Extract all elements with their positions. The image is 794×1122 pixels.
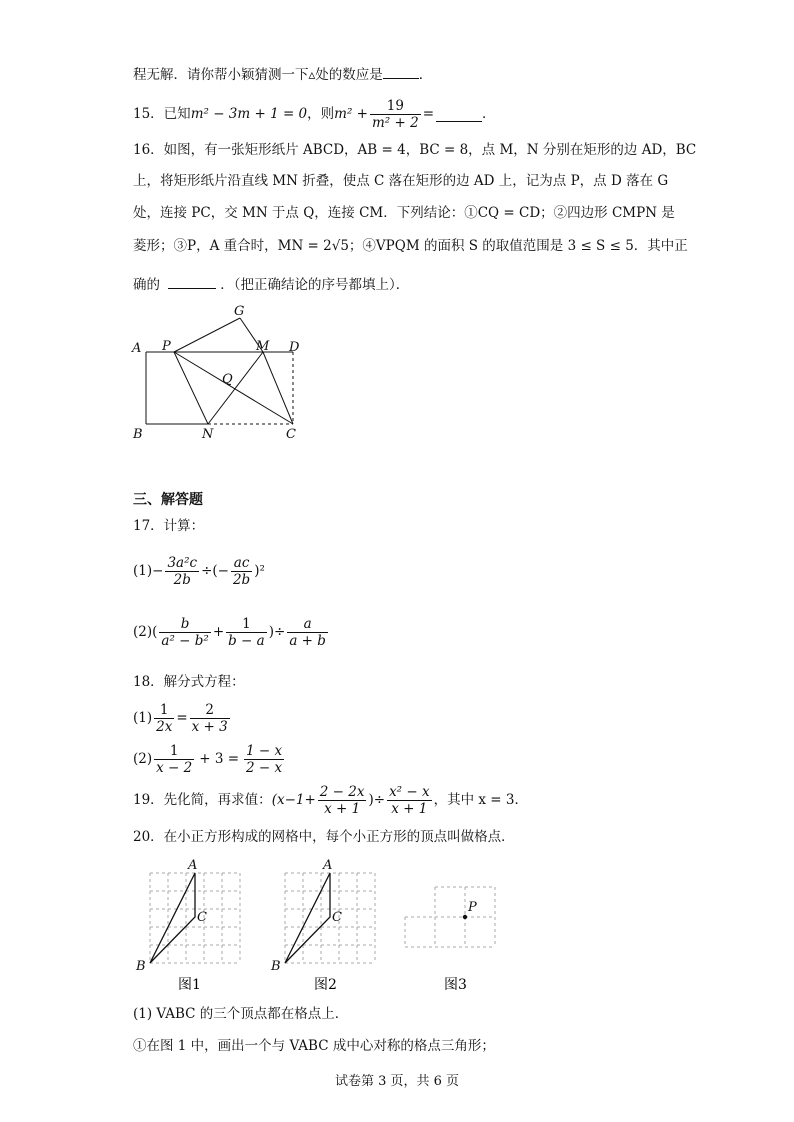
q15-equation: m² − 3m + 1 = 0 [190,106,308,122]
q16-line-2: 上，将矩形纸片沿直线 MN 折叠，使点 C 落在矩形的边 AD 上，记为点 P，点 D 落在 G [133,173,669,189]
q18-part-1: (1) $\frac{1}{2x}$ = $\frac{2}{x + 3}$ [133,701,228,735]
q20-part-1a: ①在图 1 中，画出一个与 VABC 成中心对称的格点三角形； [133,1038,495,1054]
question-17: 17．计算： [133,518,205,534]
answer-blank[interactable] [436,107,482,122]
label-A-fig1: A [188,858,198,873]
q15-fraction: $\frac{19}{\text{m² + 2}}$ [371,97,419,131]
triangle-ABC-fig2 [285,873,330,963]
question-20: 20．在小正方形构成的网格中，每个小正方形的顶点叫做格点． [133,829,515,845]
label-C-fig2: C [332,910,342,925]
edge-MN [208,352,263,424]
caption-fig1: 图1 [178,977,201,993]
answer-blank[interactable] [168,274,216,289]
label-P: P [162,339,171,354]
label-P-fig3: P [468,900,477,915]
q17-part-1: (1)− $\frac{\text{3a²c}}{2b}$ ÷(− $\frac{ac}{2b}$ )² [133,554,265,588]
q16-line-1: 16．如图，有一张矩形纸片 ABCD，AB = 4，BC = 8，点 M，N 分别在矩形的边 AD，BC [133,142,697,158]
label-B: B [133,427,143,442]
answer-blank[interactable] [383,64,419,79]
label-G: G [234,304,245,319]
section-heading: 三、解答题 [133,492,203,508]
label-M: M [256,339,270,354]
q17-part-2: (2)( $\frac{b}{\text{a² − b²}}$ + $\frac{1}{b - a}$ )÷ $\frac{a}{a + b}$ [133,615,326,649]
triangle-ABC-fig1 [150,873,195,963]
caption-fig3: 图3 [444,977,467,993]
q16-rectangle-figure [128,300,308,445]
question-18: 18．解分式方程： [133,674,245,690]
edge-MC [263,352,293,424]
label-Q: Q [222,372,233,387]
q14-tail-line: 程无解．请你帮小颖猜测一下▵处的数应是 ． [133,64,432,85]
label-B-fig2: B [271,959,281,974]
label-B-fig1: B [136,959,146,974]
edge-PG [174,318,240,352]
caption-fig2: 图2 [314,977,337,993]
question-15: 15．已知 m² − 3m + 1 = 0 ，则 m² + $\frac{19}{\text{m² + 2}}$ = ． [133,97,496,131]
question-19: 19．先化简，再求值： (x−1+ $\frac{2 - 2x}{x + 1}$ )÷ $\frac{\text{x² − x}}{x + 1}$ ，其中 x = 3． [133,783,528,817]
label-C: C [286,427,296,442]
q20-grid-figures [130,855,510,1000]
label-D: D [289,340,300,355]
page-footer: 试卷第 3 页，共 6 页 [334,1074,460,1089]
q20-part-1: (1) VABC 的三个顶点都在格点上． [133,1006,349,1022]
label-A: A [132,341,142,356]
label-N: N [202,427,214,442]
label-A-fig2: A [323,858,333,873]
q16-line-4: 菱形；③P，A 重合时，MN = 2√5；④VPQM 的面积 S 的取值范围是 3 ≤ S ≤ 5．其中正 [133,238,688,254]
q18-part-2: (2) $\frac{1}{x - 2}$ + 3 = $\frac{1 - x}{2 - x}$ [133,742,283,776]
grid-fig3 [405,887,495,947]
edge-PC [174,352,293,424]
q16-line-3: 处，连接 PC，交 MN 于点 Q，连接 CM．下列结论：①CQ = CD；②四边形 CMPN 是 [133,205,675,221]
label-C-fig1: C [197,910,207,925]
point-P [463,915,467,919]
q16-line-5: 确的 ．（把正确结论的序号都填上）． [133,274,409,295]
